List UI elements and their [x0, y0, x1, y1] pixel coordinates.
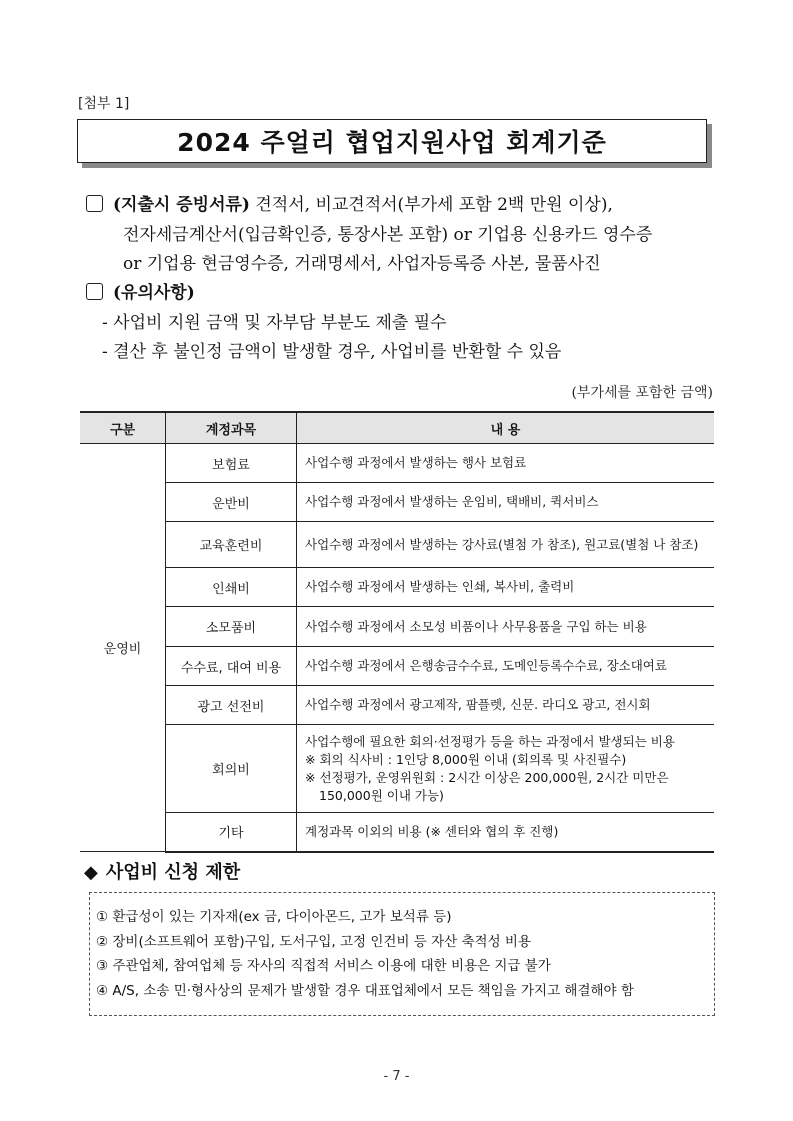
desc-cell: 사업수행 과정에서 은행송금수수료, 도메인등록수수료, 장소대여료 [297, 647, 715, 686]
restriction-heading: 사업비 신청 제한 [105, 862, 241, 883]
table-row [80, 568, 714, 607]
desc-cell: 사업수행 과정에서 소모성 비품이나 사무용품을 구입 하는 비용 [297, 607, 715, 647]
table-row [80, 647, 714, 686]
desc-cell: 사업수행 과정에서 발생하는 강사료(별첨 가 참조), 원고료(별첨 나 참조) [297, 522, 715, 568]
desc-cell: 사업수행 과정에서 발생하는 인쇄, 복사비, 출력비 [297, 568, 715, 607]
account-cell: 기타 [166, 813, 297, 852]
accounting-table [80, 411, 714, 853]
table-row [80, 607, 714, 647]
desc-cell: 계정과목 이외의 비용 (※ 센터와 협의 후 진행) [297, 813, 715, 852]
evidence-line3: or 기업용 현금영수증, 거래명세서, 사업자등록증 사본, 물품사진 [123, 254, 601, 274]
restriction-box [89, 892, 715, 1016]
square-checkbox-icon [86, 283, 103, 300]
square-checkbox-icon [86, 195, 103, 212]
restriction-item: ① 환급성이 있는 기자재(ex 금, 다이아몬드, 고가 보석류 등) [96, 909, 452, 925]
table-row [80, 522, 714, 568]
attachment-label: [첨부 1] [78, 96, 130, 112]
title-box [77, 119, 707, 163]
restriction-item: ③ 주관업체, 참여업체 등 자사의 직접적 서비스 이용에 대한 비용은 지급 불가 [96, 958, 551, 974]
account-cell: 교육훈련비 [166, 522, 297, 568]
account-cell: 광고 선전비 [166, 686, 297, 725]
table-row [80, 686, 714, 725]
evidence-heading: (지출시 증빙서류) [113, 195, 250, 215]
table-row [80, 483, 714, 522]
desc-cell [297, 725, 715, 813]
restriction-item: ④ A/S, 소송 민·형사상의 문제가 발생할 경우 대표업체에서 모든 책임을 가지고 해결해야 함 [96, 982, 634, 999]
desc-cell: 사업수행 과정에서 광고제작, 팜플렛, 신문. 라디오 광고, 전시회 [297, 686, 715, 725]
page-title: 2024 주얼리 협업지원사업 회계기준 [177, 128, 607, 157]
account-cell: 회의비 [166, 725, 297, 813]
table-row [80, 725, 714, 813]
restriction-section-title [84, 858, 240, 884]
desc-note: ※ 선정평가, 운영위원회 : 2시간 이상은 200,000원, 2시간 미만은 150,000원 이내 가능) [305, 769, 669, 803]
account-cell: 인쇄비 [166, 568, 297, 607]
table-row [80, 444, 714, 483]
caution-paragraph [86, 279, 195, 308]
caution-item: - 사업비 지원 금액 및 자부담 부분도 제출 필수 [102, 313, 447, 333]
vat-note: (부가세를 포함한 금액) [571, 385, 713, 401]
table-row [80, 813, 714, 852]
desc-note: ※ 회의 식사비 : 1인당 8,000원 이내 (회의록 및 사진필수) [305, 751, 627, 767]
header-account: 계정과목 [166, 412, 297, 444]
black-diamond-icon: ◆ [84, 862, 98, 883]
evidence-paragraph [86, 191, 613, 220]
caution-heading: (유의사항) [113, 283, 195, 303]
evidence-line2: 전자세금계산서(입금확인증, 통장사본 포함) or 기업용 신용카드 영수증 [123, 225, 653, 245]
table-header-row [80, 412, 714, 444]
header-category: 구분 [80, 412, 166, 444]
category-cell: 운영비 [80, 444, 166, 852]
header-content: 내 용 [297, 412, 715, 444]
desc-cell: 사업수행 과정에서 발생하는 운임비, 택배비, 퀵서비스 [297, 483, 715, 522]
desc-cell: 사업수행 과정에서 발생하는 행사 보험료 [297, 444, 715, 483]
desc-main: 사업수행에 필요한 회의·선정평가 등을 하는 과정에서 발생되는 비용 [305, 733, 675, 749]
account-cell: 보험료 [166, 444, 297, 483]
account-cell: 소모품비 [166, 607, 297, 647]
account-cell: 수수료, 대여 비용 [166, 647, 297, 686]
evidence-line1: 견적서, 비교견적서(부가세 포함 2백 만원 이상), [255, 195, 613, 215]
page-number: - 7 - [383, 1069, 410, 1084]
caution-item: - 결산 후 불인정 금액이 발생할 경우, 사업비를 반환할 수 있음 [102, 342, 562, 362]
account-cell: 운반비 [166, 483, 297, 522]
restriction-item: ② 장비(소프트웨어 포함)구입, 도서구입, 고정 인건비 등 자산 축적성 비용 [96, 933, 531, 950]
